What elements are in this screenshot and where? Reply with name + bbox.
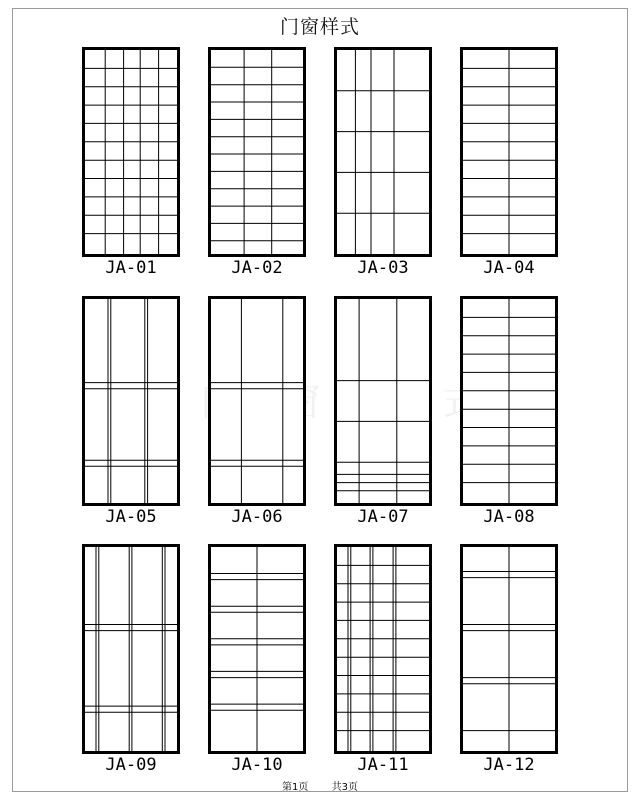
door-pattern [211,50,303,254]
door-code-label: JA-11 [357,755,409,775]
door-panel-ja-01 [82,47,180,257]
door-panel-ja-07 [334,296,432,506]
door-pattern [85,547,177,751]
door-pattern [85,299,177,503]
door-panel-ja-06 [208,296,306,506]
page-total: 共3页 [331,782,358,793]
door-code-label: JA-05 [105,507,157,527]
door-panel-ja-03 [334,47,432,257]
door-code-label: JA-10 [231,755,283,775]
door-pattern [463,299,555,503]
door-code-label: JA-07 [357,507,409,527]
door-panel-ja-10 [208,544,306,754]
door-panel-ja-04 [460,47,558,257]
door-code-label: JA-09 [105,755,157,775]
door-code-label: JA-03 [357,258,409,278]
door-pattern [337,50,429,254]
door-pattern [463,50,555,254]
door-code-label: JA-12 [483,755,535,775]
door-panel-ja-05 [82,296,180,506]
page-title: 门窗样式 [279,16,360,38]
door-panel-ja-09 [82,544,180,754]
page-number: 第1页 [282,782,309,793]
door-code-label: JA-02 [231,258,283,278]
door-panel-ja-08 [460,296,558,506]
page-footer [0,778,640,793]
door-panel-ja-11 [334,544,432,754]
door-panel-ja-12 [460,544,558,754]
door-code-label: JA-04 [483,258,535,278]
door-pattern [463,547,555,751]
door-pattern [337,299,429,503]
door-pattern [337,547,429,751]
door-code-label: JA-01 [105,258,157,278]
door-panel-ja-02 [208,47,306,257]
door-code-label: JA-08 [483,507,535,527]
door-pattern [211,547,303,751]
door-pattern [211,299,303,503]
door-code-label: JA-06 [231,507,283,527]
door-pattern [85,50,177,254]
